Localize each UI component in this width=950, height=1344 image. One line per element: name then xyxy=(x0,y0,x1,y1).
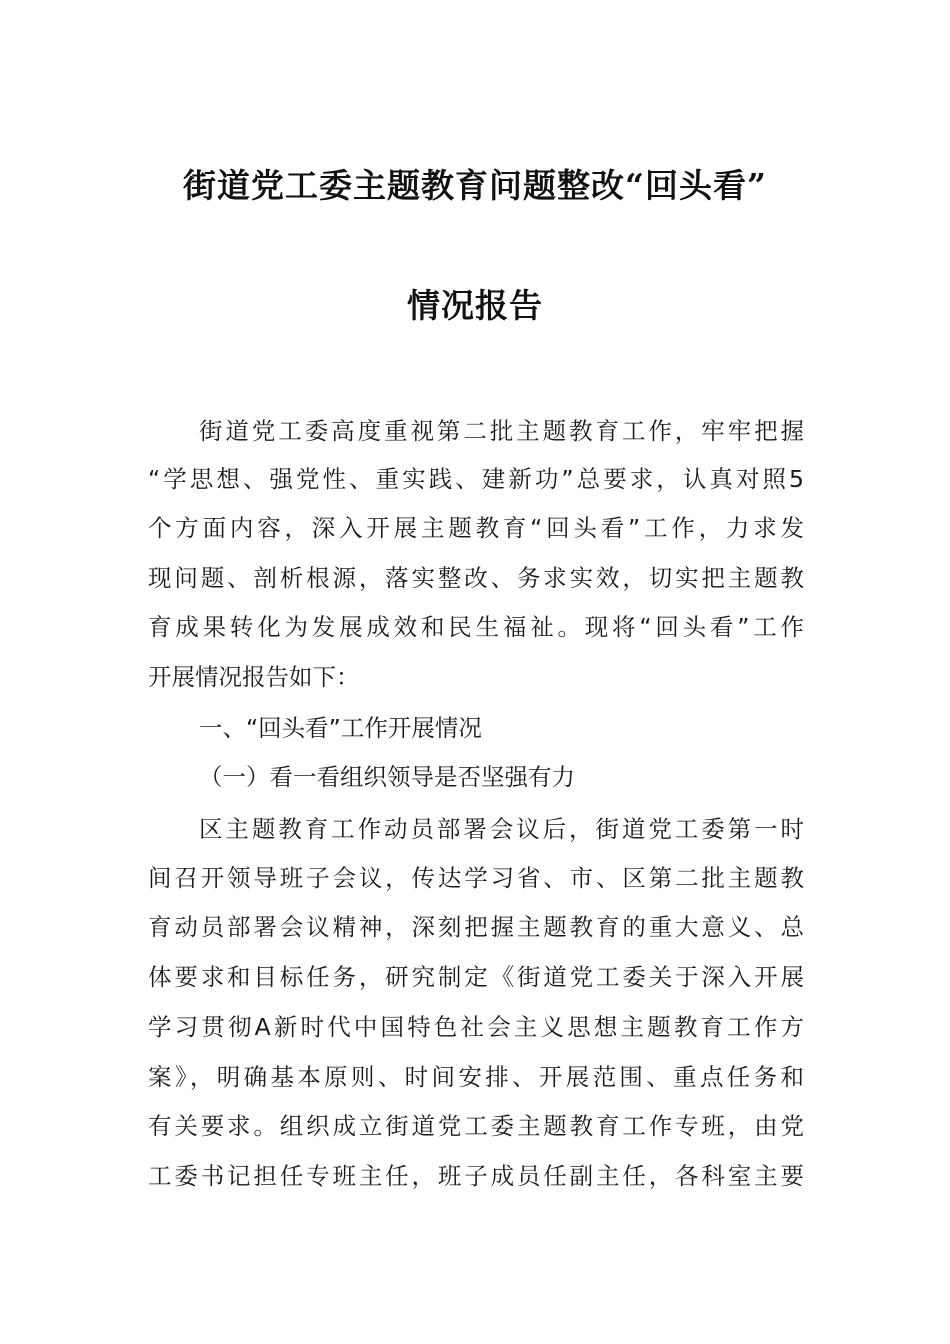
paragraph-line: 间召开领导班子会议，传达学习省、市、区第二批主题教 xyxy=(148,864,804,892)
paragraph-line: 工委书记担任专班主任，班子成员任副主任，各科室主要 xyxy=(148,1162,804,1190)
paragraph-line: 育成果转化为发展成效和民生福祉。现将“回头看”工作 xyxy=(148,613,804,641)
document-title-line-1: 街道党工委主题教育问题整改“回头看” xyxy=(183,166,767,205)
paragraph-line: 案》，明确基本原则、时间安排、开展范围、重点任务和 xyxy=(148,1063,804,1091)
section-heading: 一、“回头看”工作开展情况 xyxy=(199,714,482,742)
paragraph-line: 有关要求。组织成立街道党工委主题教育工作专班，由党 xyxy=(148,1112,804,1140)
paragraph-line: 街道党工委高度重视第二批主题教育工作，牢牢把握 xyxy=(199,417,804,445)
paragraph-line: 育动员部署会议精神，深刻把握主题教育的重大意义、总 xyxy=(148,913,804,941)
paragraph-line: “学思想、强党性、重实践、建新功”总要求，认真对照5 xyxy=(148,465,804,493)
subsection-heading: （一）看一看组织领导是否坚强有力 xyxy=(199,763,575,791)
paragraph-line: 区主题教育工作动员部署会议后，街道党工委第一时 xyxy=(199,815,804,843)
document-title-line-2: 情况报告 xyxy=(407,286,543,325)
paragraph-line: 开展情况报告如下： xyxy=(148,663,360,691)
paragraph-line: 个方面内容，深入开展主题教育“回头看”工作，力求发 xyxy=(148,514,804,542)
paragraph-line: 学习贯彻A新时代中国特色社会主义思想主题教育工作方 xyxy=(148,1013,804,1041)
paragraph-line: 体要求和目标任务，研究制定《街道党工委关于深入开展 xyxy=(148,963,804,991)
paragraph-line: 现问题、剖析根源，落实整改、务求实效，切实把主题教 xyxy=(148,564,804,592)
